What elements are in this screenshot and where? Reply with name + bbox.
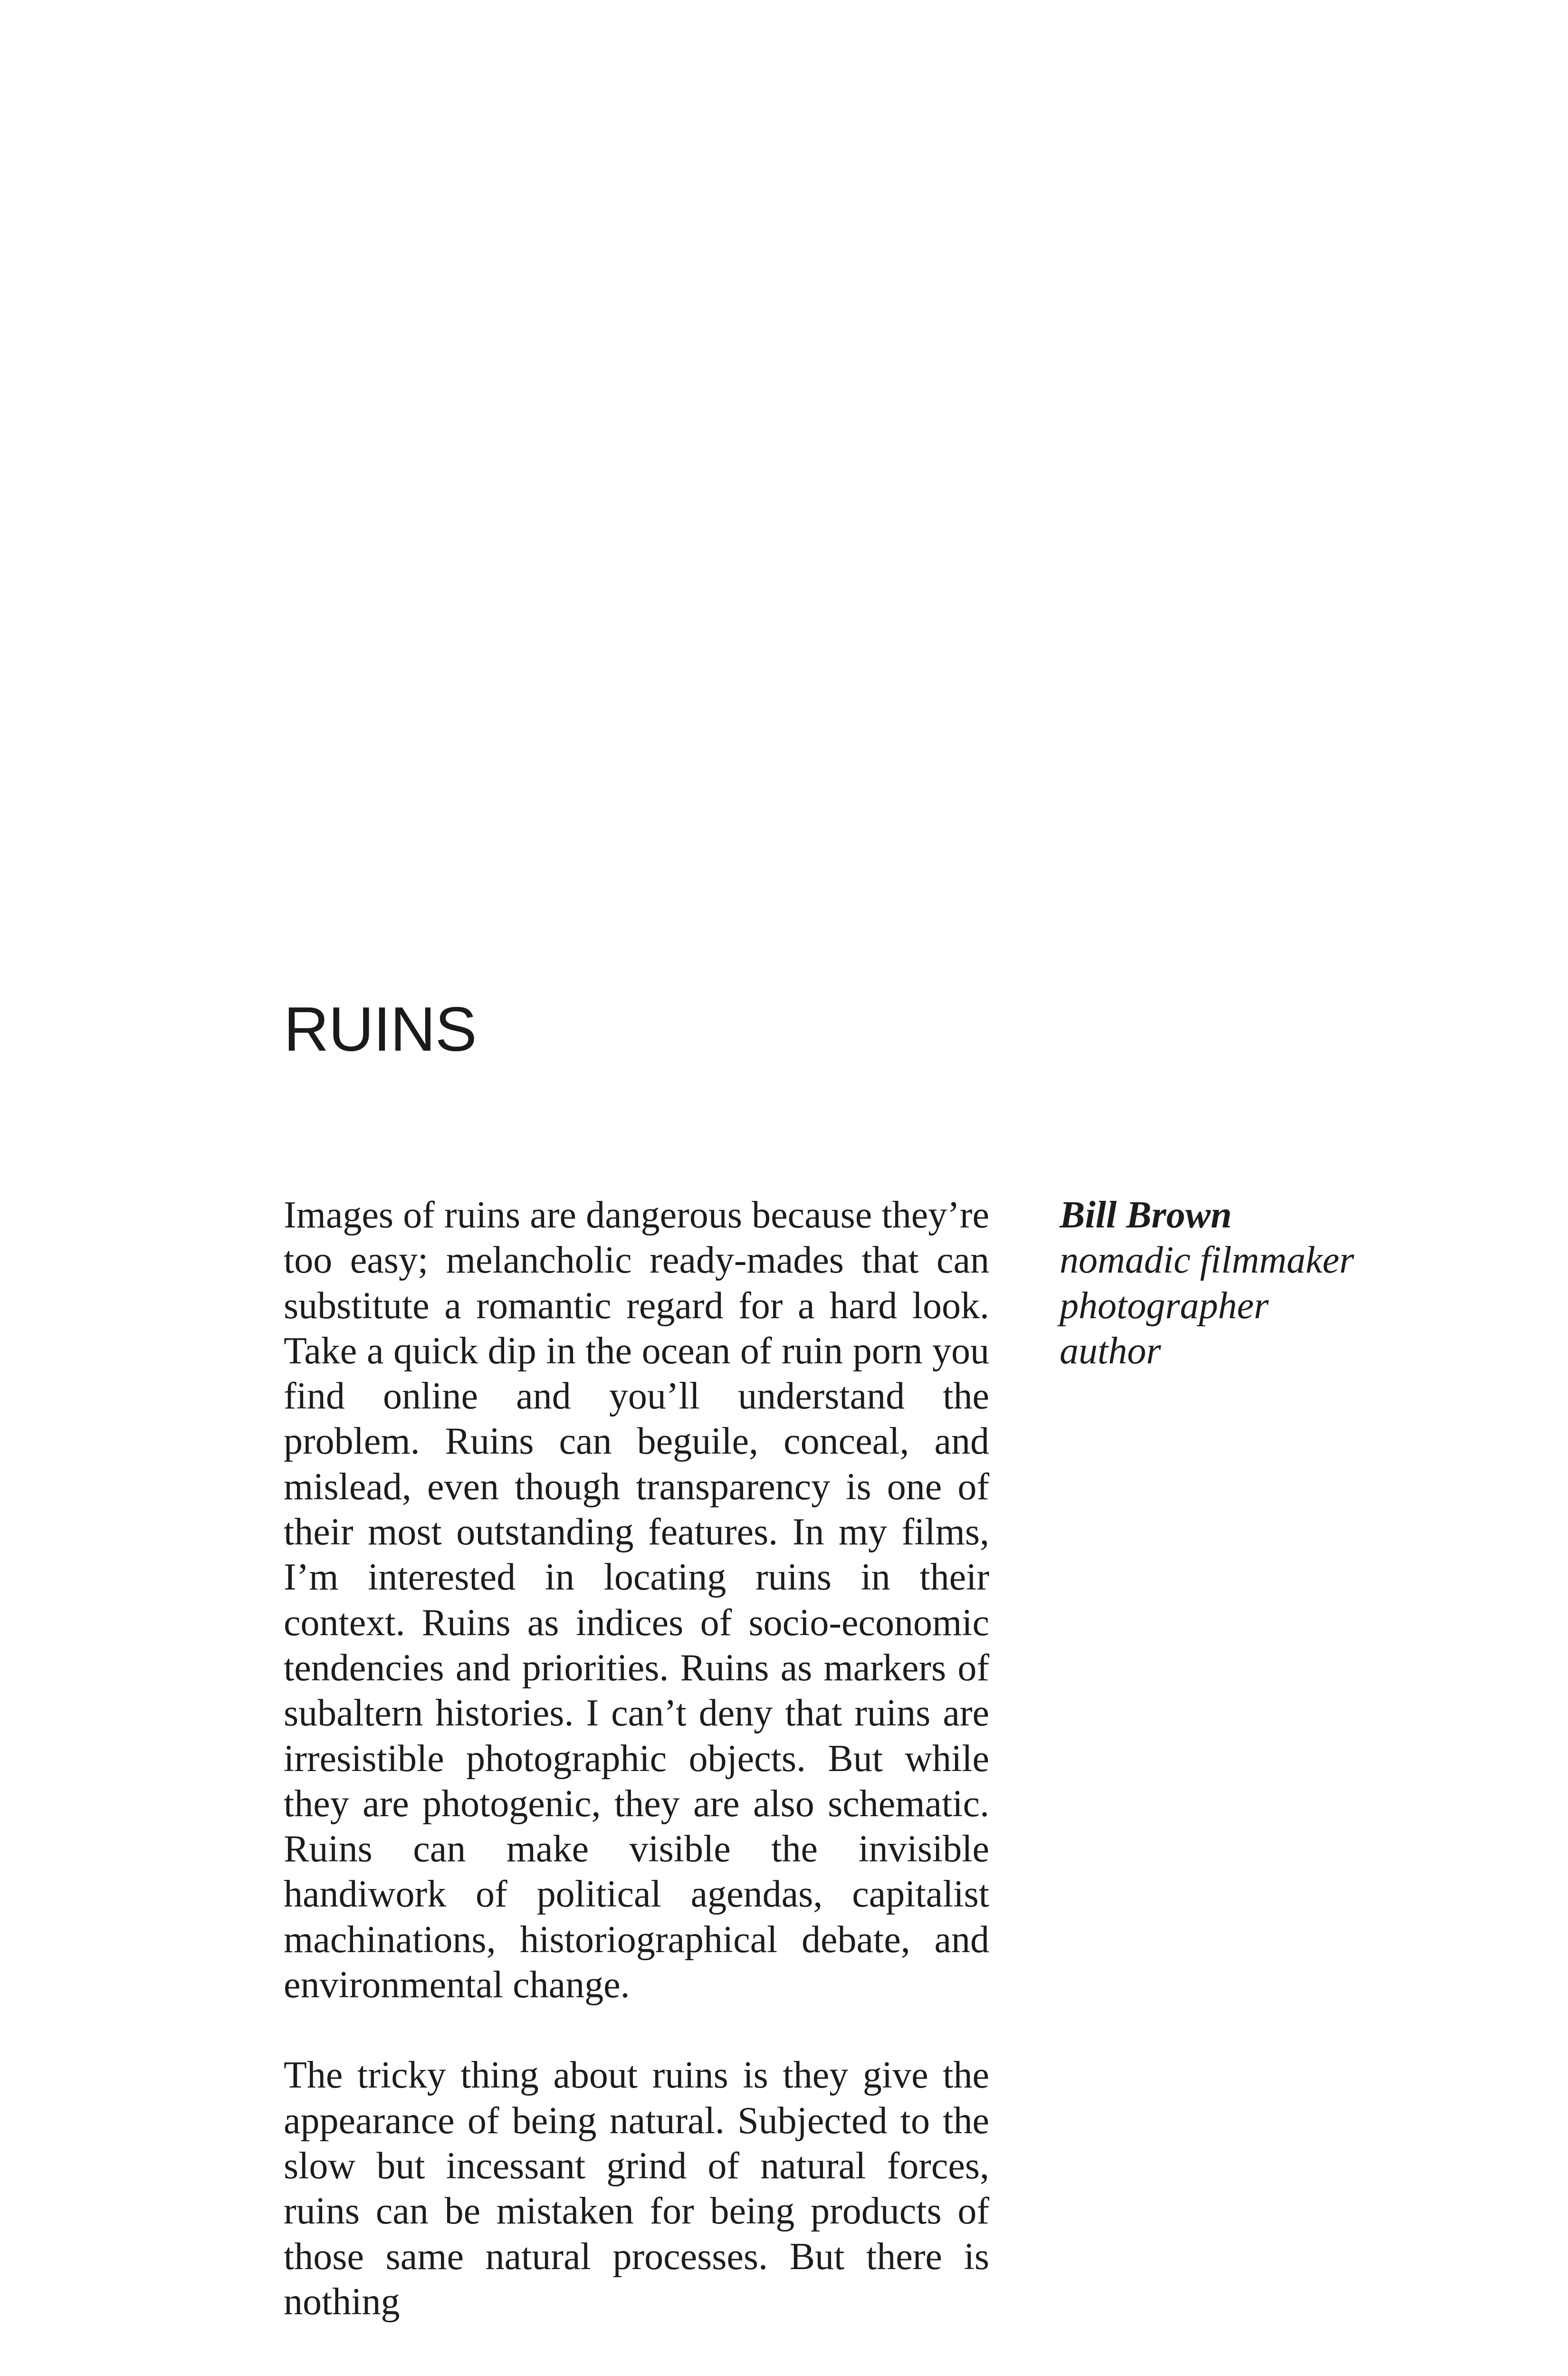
author-role: photographer	[1060, 1284, 1269, 1327]
essay-paragraph: The tricky thing about ruins is they give the appearance of being natural. Subjected to the slow but incessant grind of natural forces, ruins can be mistaken for being products of those same natural processes. But there is nothing	[284, 2054, 989, 2323]
essay-body	[284, 1193, 989, 2325]
author-attribution	[1060, 1193, 1392, 1374]
author-role: nomadic filmmaker	[1060, 1239, 1354, 1282]
essay-paragraph: Images of ruins are dangerous because they’re too easy; melancholic ready-mades that can substitute a romantic regard for a hard look. Take a quick dip in the ocean of ruin porn you find online and you’ll understand the problem. Ruins can beguile, conceal, and mislead, even though transparency is one of their most outstanding features. In my films, I’m interested in locating ruins in their context. Ruins as indices of socio-economic tendencies and priorities. Ruins as markers of subaltern histories. I can’t deny that ruins are irresistible photographic objects. But while they are photogenic, they are also schematic. Ruins can make visible the invisible handiwork of political agendas, capitalist machinations, historiographical debate, and environmental change.	[284, 1194, 989, 2006]
author-name: Bill Brown	[1060, 1194, 1232, 1236]
section-title: RUINS	[284, 994, 477, 1064]
author-role: author	[1060, 1330, 1161, 1372]
